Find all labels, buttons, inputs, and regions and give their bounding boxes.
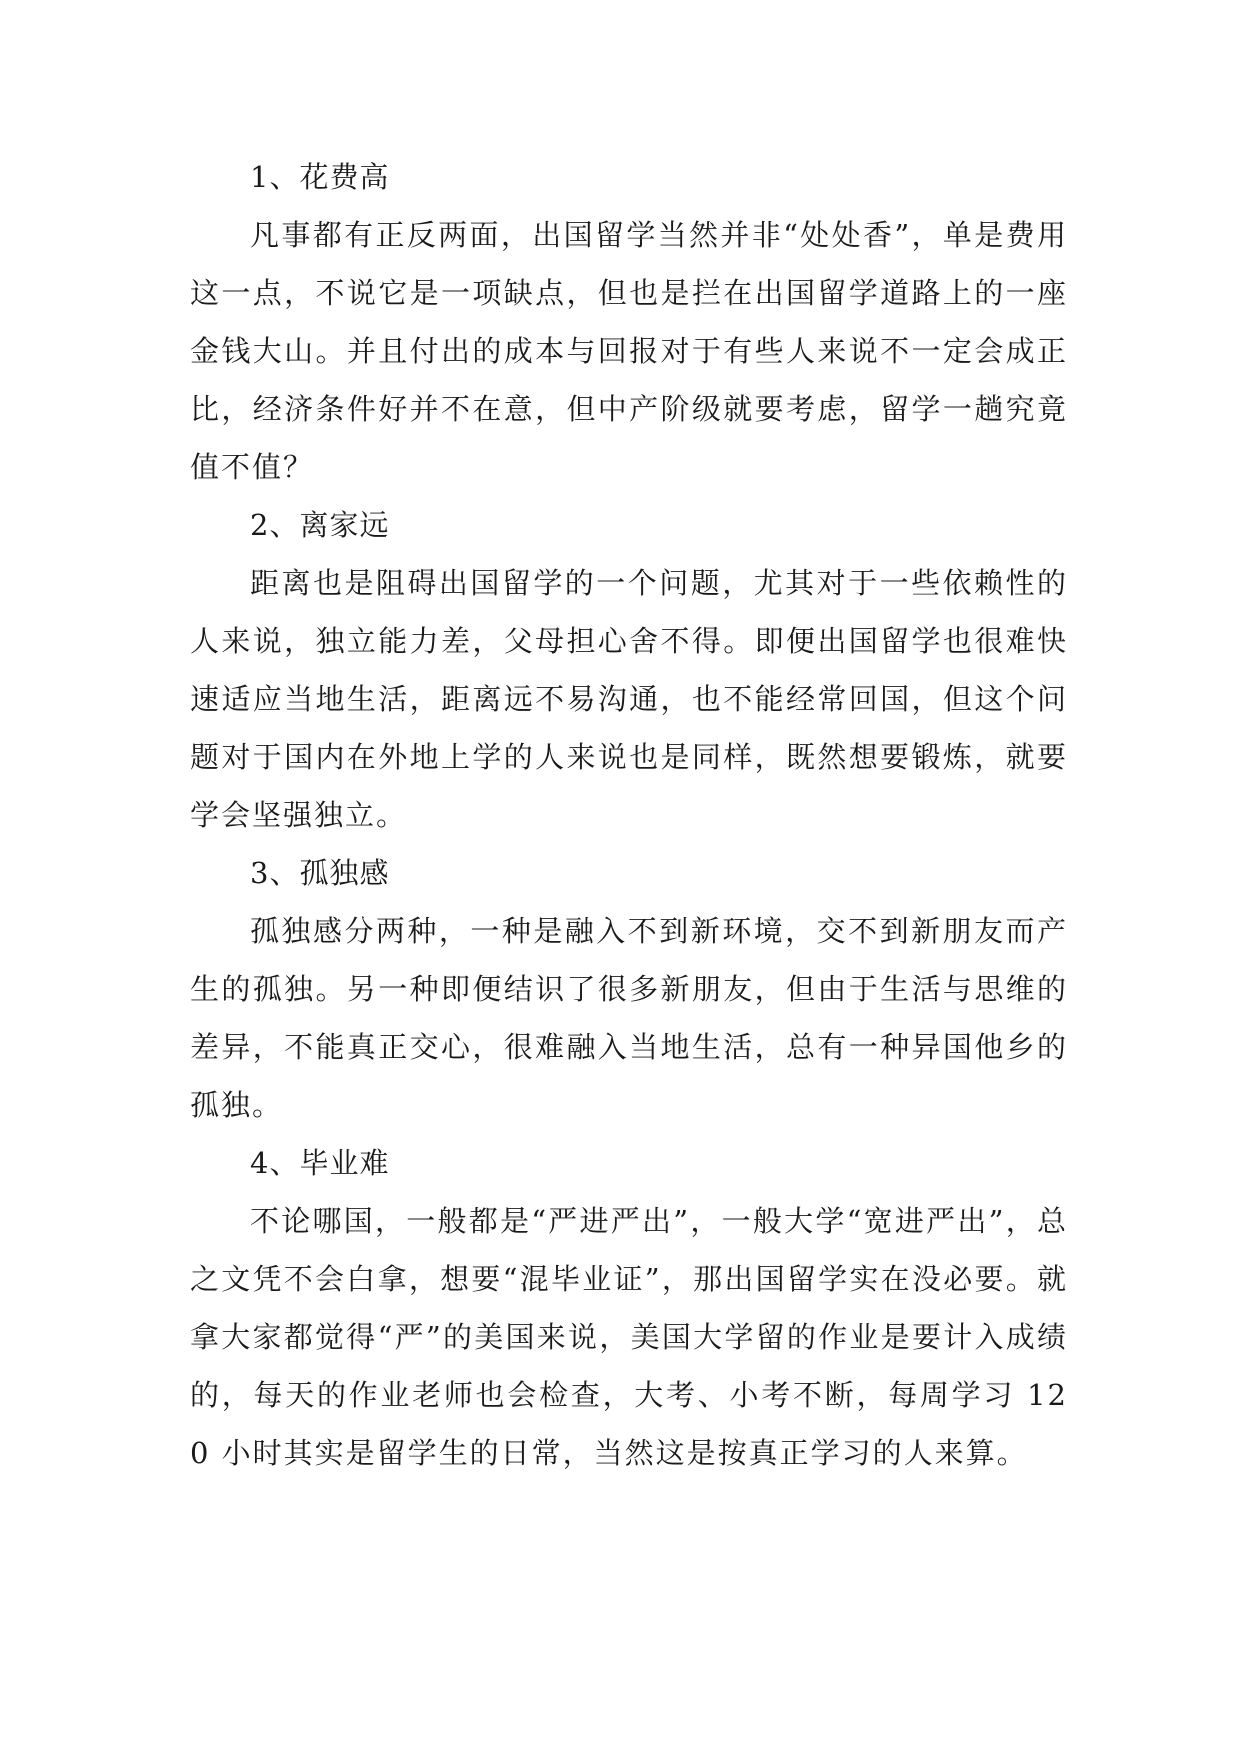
section-paragraph-distance: 距离也是阻碍出国留学的一个问题，尤其对于一些依赖性的人来说，独立能力差，父母担心舍不得。即便出国留学也很难快速适应当地生活，距离远不易沟通，也不能经常回国，但这个问题对于国内在外地上学的人来说也是同样，既然想要锻炼，就要学会坚强独立。 — [190, 566, 1068, 832]
section-heading-distance: 2、离家远 — [250, 508, 390, 542]
section-heading-loneliness: 3、孤独感 — [250, 856, 390, 890]
section-paragraph-cost: 凡事都有正反两面，出国留学当然并非“处处香”，单是费用这一点，不说它是一项缺点，但也是拦在出国留学道路上的一座金钱大山。并且付出的成本与回报对于有些人来说不一定会成正比，经济条件好并不在意，但中产阶级就要考虑，留学一趟究竟值不值？ — [190, 218, 1068, 484]
section-heading-cost: 1、花费高 — [250, 160, 390, 194]
section-paragraph-loneliness: 孤独感分两种，一种是融入不到新环境，交不到新朋友而产生的孤独。另一种即便结识了很多新朋友，但由于生活与思维的差异，不能真正交心，很难融入当地生活，总有一种异国他乡的孤独。 — [190, 914, 1068, 1122]
section-paragraph-graduation: 不论哪国，一般都是“严进严出”，一般大学“宽进严出”，总之文凭不会白拿，想要“混毕业证”，那出国留学实在没必要。就拿大家都觉得“严”的美国来说，美国大学留的作业是要计入成绩的，每天的作业老师也会检查，大考、小考不断，每周学习 120 小时其实是留学生的日常，当然这是按真正学习的人来算。 — [190, 1204, 1068, 1470]
section-heading-graduation: 4、毕业难 — [250, 1146, 390, 1180]
document-body — [190, 148, 1068, 1482]
